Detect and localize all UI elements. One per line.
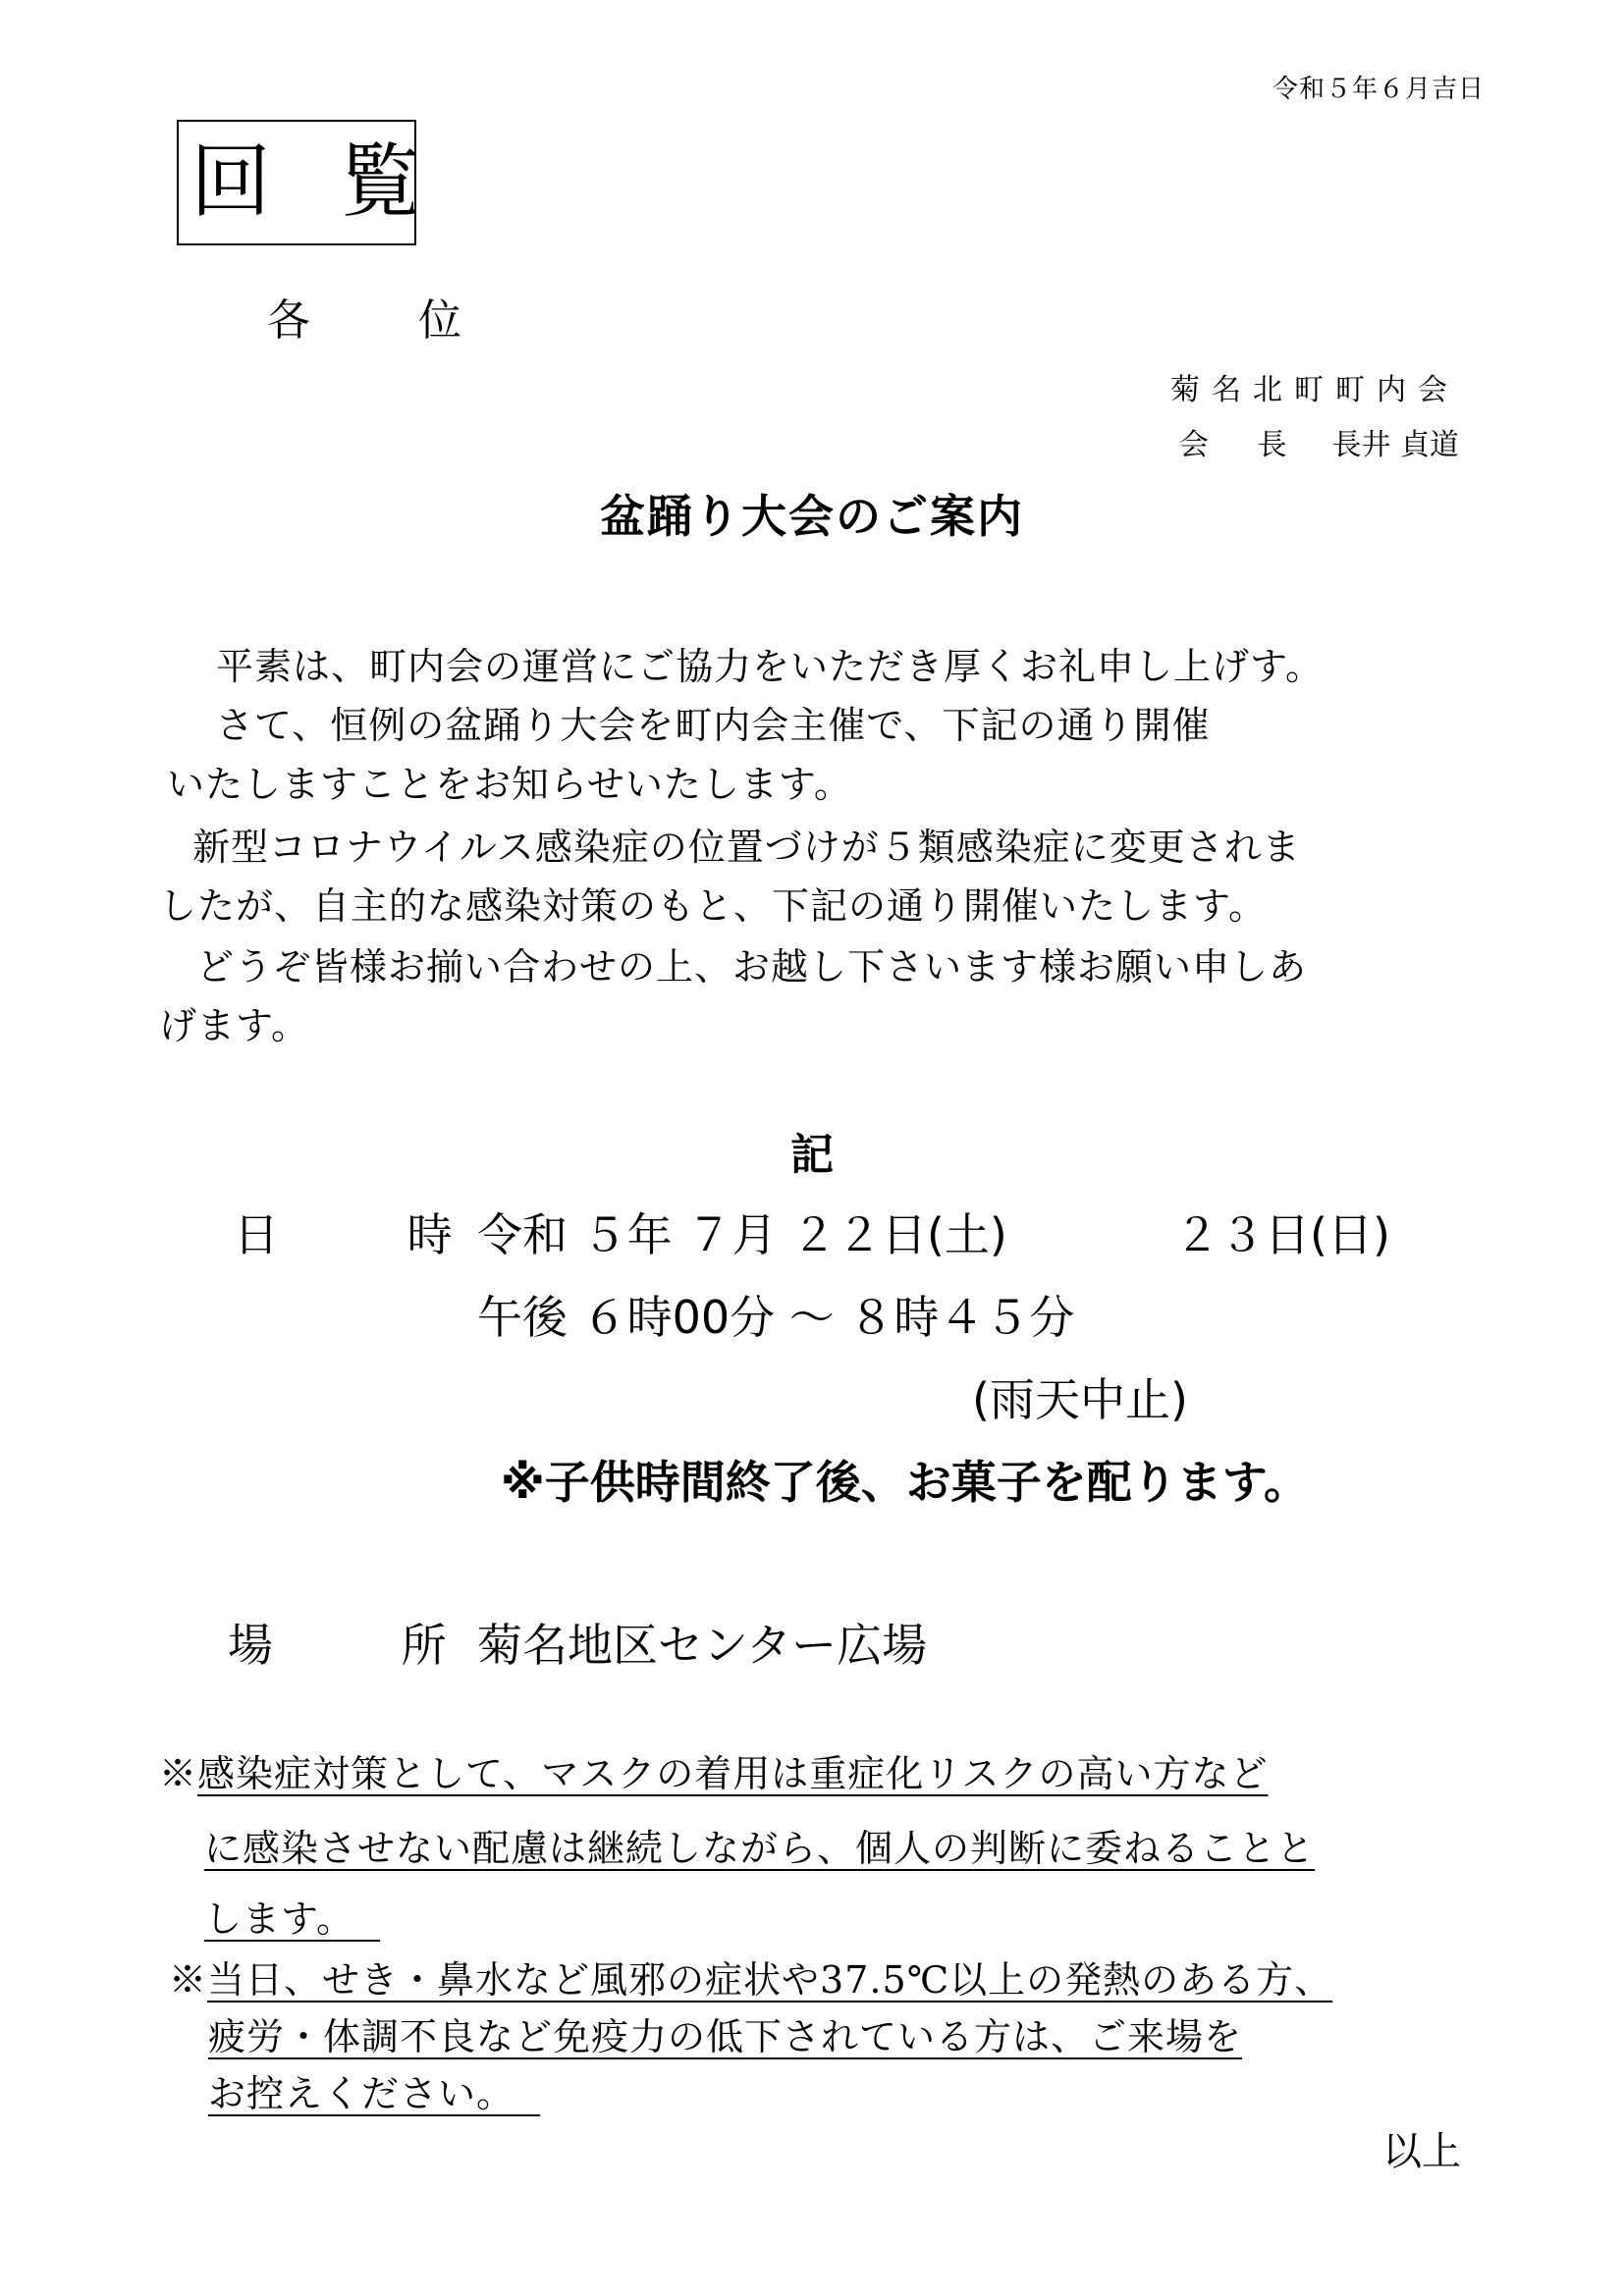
note-2-mark: ※ [169, 1958, 208, 2002]
closing-ijou: 以上 [1382, 2129, 1461, 2174]
note-1-text-3: します。 [204, 1897, 354, 1941]
document-title: 盆踊り大会のご案内 [600, 490, 1024, 543]
note-1-mark: ※ [159, 1752, 198, 1795]
chair-line [1179, 420, 1459, 463]
body-line-7: げます。 [159, 1004, 309, 1047]
note-1-line-3 [204, 1889, 380, 1943]
note-1-line-2 [204, 1818, 1315, 1872]
note-1-text-2: に感染させない配慮は継続しながら、個人の判断に委ねることと [204, 1827, 1316, 1870]
chair-name: 長井 貞道 [1331, 428, 1459, 462]
place-value: 菊名地区センター広場 [477, 1619, 928, 1672]
note-2-text-3: お控えください。 [208, 2072, 515, 2115]
circular-stamp: 回 覧 [177, 120, 416, 245]
note-2-line-3 [208, 2063, 540, 2117]
note-2-line-2 [208, 2006, 1242, 2060]
rain-note: (雨天中止) [972, 1373, 1188, 1426]
document-date: 令和５年６月吉日 [1272, 75, 1485, 104]
note-2-text-1: 当日、せき・鼻水など風邪の症状や37.5℃以上の発熱のある方、 [207, 1958, 1333, 2002]
ki-heading: 記 [790, 1130, 834, 1180]
body-line-4: 新型コロナウイルス感染症の位置づけが５類感染症に変更されま [192, 826, 1301, 869]
time-value: 午後 ６時00分 〜 ８時４５分 [477, 1291, 1075, 1344]
date-value-2: ２３日(日) [1174, 1208, 1390, 1261]
body-line-6: どうぞ皆様お揃い合わせの上、お越し下さいます様お願い申しあ [196, 945, 1308, 988]
chair-role: 会 長 [1178, 428, 1307, 462]
body-line-2: さて、恒例の盆踊り大会を町内会主催で、下記の通り開催 [216, 704, 1211, 747]
date-value: 令和 ５年 ７月 ２２日(土) [477, 1208, 1007, 1261]
organization-name: 菊名北町町内会 [1170, 373, 1459, 407]
body-line-5: したが、自主的な感染対策のもと、下記の通り開催いたします。 [159, 884, 1267, 928]
note-1-line-1 [159, 1743, 1269, 1797]
note-1-text-1: 感染症対策として、マスクの着用は重症化リスクの高い方など [197, 1752, 1269, 1795]
datetime-label: 日 時 [234, 1208, 510, 1261]
note-2-line-1 [169, 1949, 1332, 2003]
body-line-1: 平素は、町内会の運営にご協力をいただき厚くお礼申し上げす。 [216, 645, 1324, 688]
note-2-text-2: 疲労・体調不良など免疫力の低下されている方は、ご来場を [208, 2015, 1243, 2058]
body-line-3: いたしますことをお知らせいたします。 [167, 763, 852, 806]
addressee: 各 位 [267, 295, 509, 346]
place-label: 場 所 [228, 1619, 504, 1672]
kids-note: ※子供時間終了後、お菓子を配ります。 [501, 1456, 1310, 1509]
